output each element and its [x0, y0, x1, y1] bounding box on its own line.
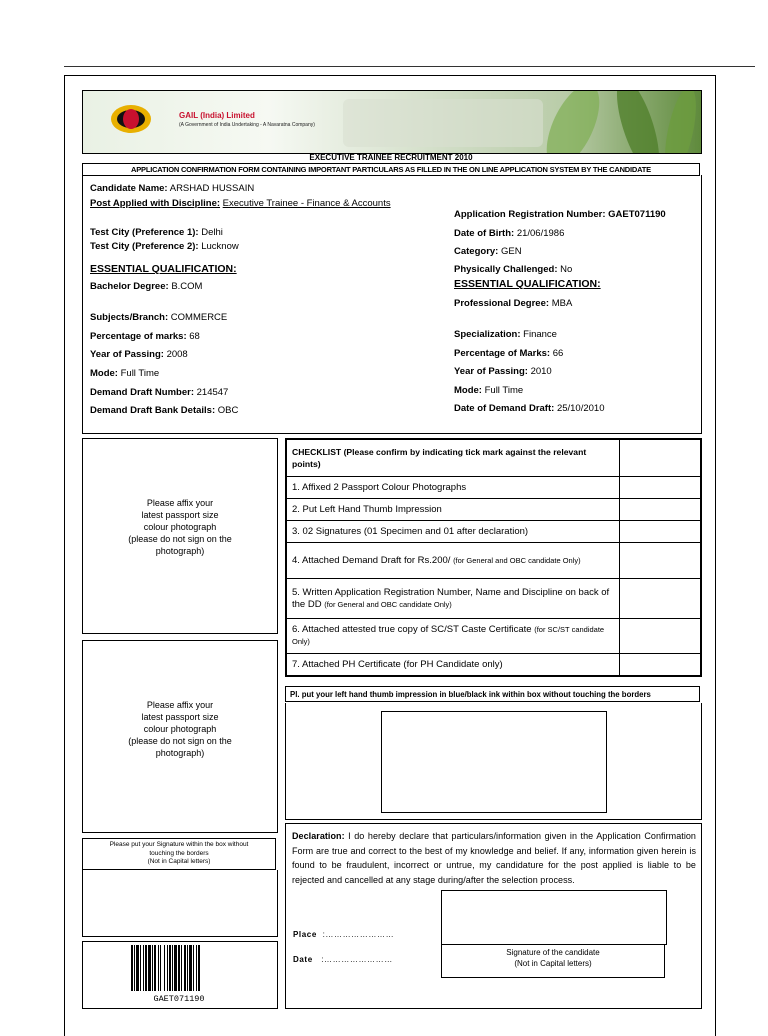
tick-cell[interactable] [620, 543, 701, 579]
category-row [454, 246, 522, 257]
dd-bank-row [90, 405, 238, 416]
org-subtitle: (A Government of India Undertaking - A Navaratna Company) [179, 122, 315, 128]
barcode-bar [148, 945, 151, 991]
demand-draft-date: 25/10/2010 [556, 403, 605, 414]
place-value[interactable]: :…………………… [322, 930, 395, 939]
subjects-row [90, 312, 227, 323]
prof-degree-row [454, 298, 572, 309]
text-line: (Not in Capital letters) [147, 858, 211, 865]
test-city-2: Lucknow [201, 241, 239, 252]
place-row [293, 930, 394, 939]
barcode-bar [143, 945, 144, 991]
checklist-item: 1. Affixed 2 Passport Colour Photographs [287, 477, 620, 499]
org-name: GAIL (India) Limited [179, 111, 255, 120]
candidate-name: ARSHAD HUSSAIN [169, 183, 255, 194]
checklist-item [287, 543, 620, 579]
item-text: 5. Written Application Registration Number, Name and Discipline on back of the DD [292, 586, 610, 610]
year-of-passing: 2008 [166, 349, 188, 360]
label: Application Registration Number: [454, 209, 606, 220]
barcode-bar [131, 945, 133, 991]
text-line: Please put your Signature within the box without [109, 841, 249, 848]
photo-instructions [83, 497, 277, 557]
left-qualification-heading: ESSENTIAL QUALIFICATION: [90, 263, 237, 275]
barcode-bar [172, 945, 173, 991]
text-line: colour photograph [143, 522, 217, 532]
bachelor-row [90, 281, 202, 292]
leaf-decoration [659, 90, 702, 154]
table-row [287, 521, 701, 543]
barcode-bar [174, 945, 177, 991]
demand-draft-number: 214547 [196, 387, 229, 398]
table-row [287, 654, 701, 676]
registration-number: GAET071190 [608, 209, 666, 220]
test-city-2-row [90, 241, 239, 252]
item-note: (for SC/ST candidate Only) [292, 625, 605, 646]
barcode-bar [187, 945, 188, 991]
label: Date of Birth: [454, 228, 515, 239]
banner-background-image [343, 99, 543, 147]
label: Date of Demand Draft: [454, 403, 555, 414]
tick-cell[interactable] [620, 521, 701, 543]
barcode-bar [181, 945, 182, 991]
form-subtitle: APPLICATION CONFIRMATION FORM CONTAINING IMPORTANT PARTICULARS AS FILLED IN THE ON LINE APPLICATION SYSTEM BY THE CANDIDATE [82, 163, 700, 176]
checklist-header-row [287, 440, 701, 477]
barcode-bar [140, 945, 141, 991]
item-text: 4. Attached Demand Draft for Rs.200/ [292, 554, 451, 566]
date-of-birth: 21/06/1986 [516, 228, 565, 239]
label: Percentage of marks: [90, 331, 187, 342]
right-mode-row [454, 385, 523, 396]
tick-cell[interactable] [620, 499, 701, 521]
barcode-bar [167, 945, 168, 991]
text-line: Please affix your [146, 700, 214, 710]
candidate-name-row [90, 183, 254, 194]
logo-mark [123, 109, 139, 129]
barcode-bar [134, 945, 135, 991]
candidate-signature-box[interactable] [441, 890, 667, 945]
dd-date-row [454, 403, 604, 414]
mode: Full Time [484, 385, 524, 396]
checklist-item: 3. 02 Signatures (01 Specimen and 01 after declaration) [287, 521, 620, 543]
photo-box-1 [82, 438, 278, 634]
header-banner [82, 90, 702, 154]
text-line: latest passport size [141, 712, 219, 722]
label: Place [293, 930, 317, 939]
text-line: Signature of the candidate [506, 948, 600, 957]
label: Candidate Name: [90, 183, 168, 194]
table-row [287, 619, 701, 654]
leaf-decoration [608, 90, 667, 154]
left-year-row [90, 349, 188, 360]
item-note: (for General and OBC candidate Only) [453, 555, 581, 565]
checklist-item [287, 579, 620, 619]
mode: Full Time [120, 368, 160, 379]
label: Demand Draft Number: [90, 387, 194, 398]
barcode-icon [131, 945, 227, 991]
text-line: photograph) [155, 748, 205, 758]
text-line: (Not in Capital letters) [514, 958, 592, 968]
barcode-bar [198, 945, 200, 991]
leaf-decoration [536, 90, 610, 154]
ph-row [454, 264, 572, 275]
thumb-impression-box[interactable] [381, 711, 607, 813]
signature-box[interactable] [82, 870, 278, 937]
barcode-bar [196, 945, 197, 991]
barcode-bar [154, 945, 156, 991]
label: Physically Challenged: [454, 264, 558, 275]
photo-instructions [83, 699, 277, 759]
barcode-bar [152, 945, 153, 991]
category: GEN [500, 246, 522, 257]
label: Date [293, 955, 313, 964]
label: Year of Passing: [90, 349, 164, 360]
right-year-row [454, 366, 552, 377]
label: Subjects/Branch: [90, 312, 169, 323]
table-row [287, 477, 701, 499]
label: Demand Draft Bank Details: [90, 405, 216, 416]
barcode-number: GAET071190 [153, 994, 205, 1004]
form-title: EXECUTIVE TRAINEE RECRUITMENT 2010 [309, 153, 473, 162]
tick-cell[interactable] [620, 619, 701, 654]
post-applied: Executive Trainee - Finance & Accounts [222, 198, 391, 209]
checklist-item: 7. Attached PH Certificate (for PH Candidate only) [287, 654, 620, 676]
dob-row [454, 228, 564, 239]
specialization: Finance [523, 329, 557, 340]
candidate-signature-label [441, 944, 665, 978]
label: Mode: [454, 385, 482, 396]
thumb-instruction: Pl. put your left hand thumb impression in blue/black ink within box without touching the borders [285, 686, 700, 702]
demand-draft-bank: OBC [217, 405, 239, 416]
text-line: (please do not sign on the [128, 534, 232, 544]
tick-cell[interactable] [620, 477, 701, 499]
left-mode-row [90, 368, 159, 379]
signature-instruction [82, 838, 276, 870]
physically-challenged: No [560, 264, 573, 275]
bachelor-degree: B.COM [171, 281, 203, 292]
post-row [90, 198, 391, 209]
label: Mode: [90, 368, 118, 379]
subjects: COMMERCE [170, 312, 228, 323]
date-value[interactable]: :…………………… [321, 955, 393, 964]
checklist-table [285, 438, 702, 677]
barcode-bar [193, 945, 194, 991]
barcode-bar [160, 945, 161, 991]
registration-row [454, 209, 666, 220]
left-percent-row [90, 331, 200, 342]
table-row [287, 543, 701, 579]
label: Professional Degree: [454, 298, 550, 309]
date-row [293, 955, 393, 964]
text-line: latest passport size [141, 510, 219, 520]
text-line: photograph) [155, 546, 205, 556]
text-line: colour photograph [143, 724, 217, 734]
barcode-bar [164, 945, 165, 991]
label: Test City (Preference 1): [90, 227, 199, 238]
label: Post Applied with Discipline: [90, 198, 221, 209]
tick-cell[interactable] [620, 654, 701, 676]
barcode-bar [184, 945, 186, 991]
label: Percentage of Marks: [454, 348, 551, 359]
label: Test City (Preference 2): [90, 241, 199, 252]
right-qualification-heading: ESSENTIAL QUALIFICATION: [454, 278, 601, 290]
test-city-1: Delhi [201, 227, 223, 238]
dd-number-row [90, 387, 228, 398]
barcode-bar [158, 945, 159, 991]
tick-cell[interactable] [620, 440, 701, 477]
spec-row [454, 329, 557, 340]
professional-degree: MBA [551, 298, 573, 309]
top-rule [64, 66, 755, 67]
percentage: 68 [189, 331, 200, 342]
declaration-text [292, 829, 696, 887]
barcode-bar [178, 945, 180, 991]
checklist-item: 2. Put Left Hand Thumb Impression [287, 499, 620, 521]
table-row [287, 579, 701, 619]
table-row [287, 499, 701, 521]
photo-box-2 [82, 640, 278, 833]
declaration-body: I do hereby declare that particulars/information given in the Application Confirmation Form are true and correct to the best of my knowledge and belief. If any, information given herein is found to be fraudulent, incorrect or untrue, my candidature for the post applied is liable to be rejected and cancelled at any stage during/after the selection process. [292, 831, 696, 885]
percentage: 66 [552, 348, 564, 359]
barcode-bar [169, 945, 171, 991]
label: Category: [454, 246, 499, 257]
item-text: 6. Attached attested true copy of SC/ST Caste Certificate [292, 624, 532, 635]
text-line: (please do not sign on the [128, 736, 232, 746]
year-of-passing: 2010 [530, 366, 552, 377]
barcode-bar [145, 945, 147, 991]
label: Bachelor Degree: [90, 281, 169, 292]
gail-logo-icon [111, 105, 151, 133]
declaration-label: Declaration: [292, 831, 345, 841]
test-city-1-row [90, 227, 223, 238]
barcode-bar [189, 945, 192, 991]
right-percent-row [454, 348, 563, 359]
text-line: Please affix your [146, 498, 214, 508]
tick-cell[interactable] [620, 579, 701, 619]
label: Year of Passing: [454, 366, 528, 377]
text-line: touching the borders [149, 849, 209, 857]
barcode-bar [136, 945, 139, 991]
label: Specialization: [454, 329, 521, 340]
checklist-header: CHECKLIST (Please confirm by indicating tick mark against the relevant points) [287, 440, 620, 477]
checklist-item [287, 619, 620, 654]
item-note: (for General and OBC candidate Only) [324, 599, 452, 609]
